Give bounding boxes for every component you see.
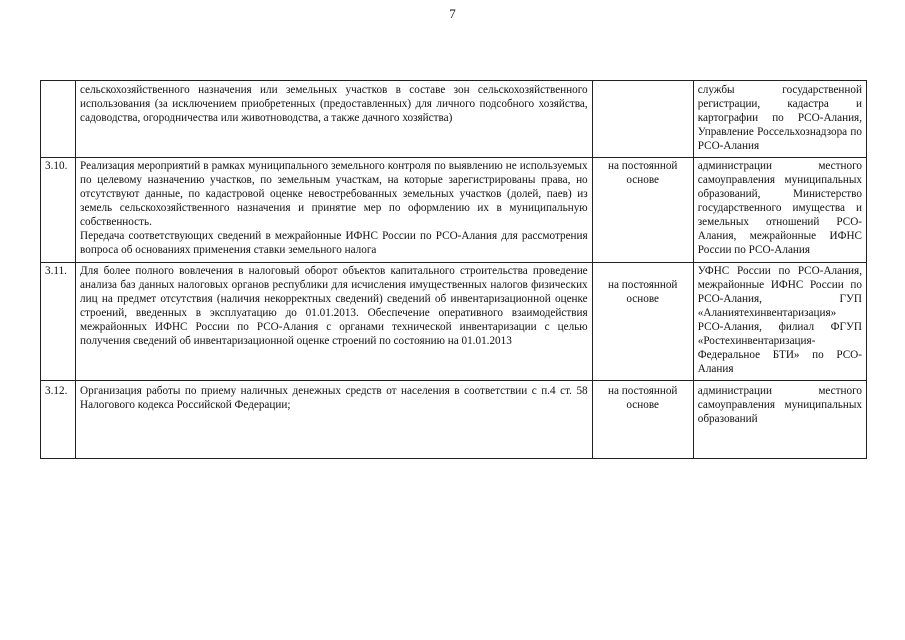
measure-description <box>76 81 593 158</box>
table-row <box>41 158 867 263</box>
description-paragraph: Передача соответствующих сведений в межрайонные ИФНС России по РСО-Алания для рассмотрения вопроса об основаниях применения ставки земельного налога <box>80 230 588 256</box>
measures-table <box>40 80 867 459</box>
row-number: 3.12. <box>41 381 76 459</box>
deadline-cell <box>592 81 693 158</box>
responsible-parties: УФНС России по РСО-Алания, межрайонные ИФНС России по РСО-Алания, ГУП «Аланиятехинвентаризация» РСО-Алания, филиал ФГУП «Ростехинвентаризация-Федеральное БТИ» по РСО-Алания <box>693 263 866 381</box>
deadline-text: на постоянной основе <box>608 279 678 305</box>
measure-description <box>76 263 593 381</box>
responsible-parties: администрации местного самоуправления муниципальных образований <box>693 381 866 459</box>
page-number: 7 <box>449 6 456 21</box>
responsible-parties: администрации местного самоуправления муниципальных образований, Министерство государственного имущества и земельных отношений РСО-Алания, межрайонные ИФНС России по РСО-Алания <box>693 158 866 263</box>
measure-description <box>76 158 593 263</box>
row-number: 3.10. <box>41 158 76 263</box>
table-row <box>41 263 867 381</box>
measure-description <box>76 381 593 459</box>
deadline-cell <box>592 263 693 381</box>
description-paragraph: Организация работы по приему наличных денежных средств от населения в соответствии с п.4 ст. 58 Налогового кодекса Российской Федерации; <box>80 385 588 411</box>
table-row <box>41 381 867 459</box>
row-number <box>41 81 76 158</box>
deadline-cell: на постоянной основе <box>592 158 693 263</box>
responsible-parties: службы государственной регистрации, кадастра и картографии по РСО-Алания, Управление Россельхознадзора по РСО-Алания <box>693 81 866 158</box>
table-row <box>41 81 867 158</box>
description-paragraph: Реализация мероприятий в рамках муниципального земельного контроля по выявлению не используемых по целевому назначению участков, по земельным участкам, на которые зарегистрированы права, но отсутствуют данные, по кадастровой оценке невостребованных земельных участков (долей, паев) из земель сельскохозяйственного назначения и принятие мер по оформлению их в муниципальную собственность. <box>80 160 588 228</box>
description-paragraph: Для более полного вовлечения в налоговый оборот объектов капитального строительства проведение анализа баз данных налоговых органов республики для исчисления имущественных налогов физических лиц на предмет отсутствия (наличия некорректных сведений) сведений об инвентаризационной оценке строений, введенных в эксплуатацию до 01.01.2013. Обеспечение оперативного взаимодействия межрайонных ИФНС России по РСО-Алания с органами технической инвентаризации с целью получения сведений об инвентаризационной оценке строений по состоянию на 01.01.2013 <box>80 265 588 347</box>
deadline-cell: на постоянной основе <box>592 381 693 459</box>
row-number: 3.11. <box>41 263 76 381</box>
description-paragraph: сельскохозяйственного назначения или земельных участков в составе зон сельскохозяйственного использования (за исключением приобретенных (предоставленных) для личного подсобного хозяйства, садоводства, огородничества или животноводства, а также дачного хозяйства) <box>80 84 588 124</box>
